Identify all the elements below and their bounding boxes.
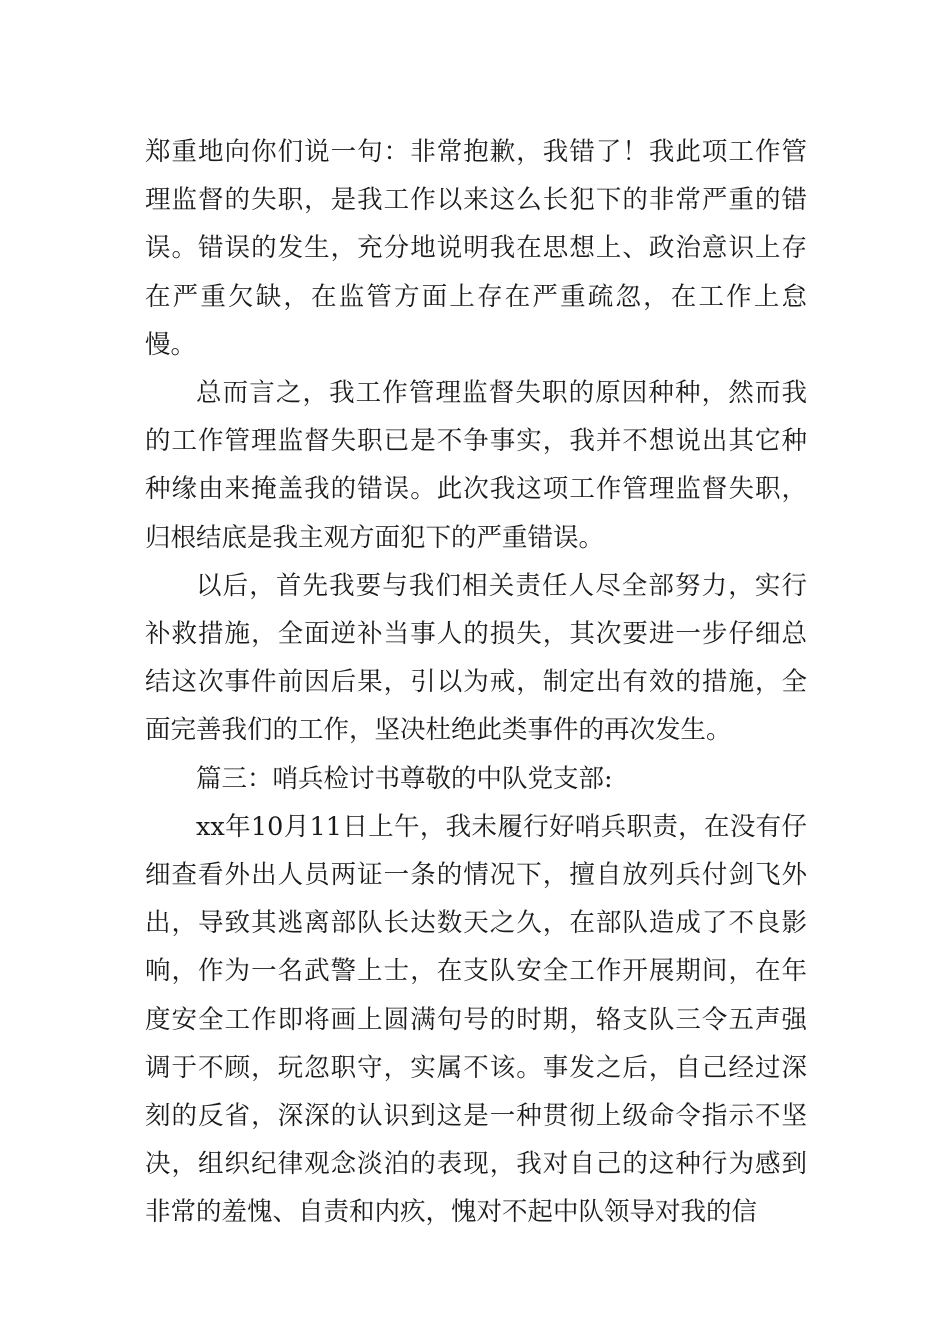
paragraph-sentry-incident: xx年10月11日上午，我未履行好哨兵职责，在没有仔细查看外出人员两证一条的情况下，擅自放列兵付剑飞外出，导致其逃离部队长达数天之久，在部队造成了不良影响，作为一名武警上士，在支队安全工作开展期间，在年度安全工作即将画上圆满句号的时期，辂支队三令五声强调于不顾，玩忽职守，实属不该。事发之后，自己经过深刻的反省，深深的认识到这是一种贯彻上级命令指示不坚决，组织纪律观念淡泊的表现，我对自己的这种行为感到非常的羞愧、自责和内疚，愧对不起中队领导对我的信 [145,811,807,1228]
paragraph-summary: 总而言之，我工作管理监督失职的原因种种，然而我的工作管理监督失职已是不争事实，我并不想说出其它种种缘由来掩盖我的错误。此次我这项工作管理监督失职，归根结底是我主观方面犯下的严重错误。 [145,378,807,553]
section-heading: 篇三：哨兵检讨书尊敬的中队党支部: [196,763,613,794]
document-body [145,128,807,1237]
paragraph-continuation: 郑重地向你们说一句：非常抱歉，我错了！我此项工作管理监督的失职，是我工作以来这么长犯下的非常严重的错误。错误的发生，充分地说明我在思想上、政治意识上存在严重欠缺，在监管方面上存在严重疏忽，在工作上怠慢。 [145,137,807,360]
paragraph-remedy: 以后，首先我要与我们相关责任人尽全部努力，实行补救措施，全面逆补当事人的损失，其次要进一步仔细总结这次事件前因后果，引以为戒，制定出有效的措施，全面完善我们的工作，坚决杜绝此类事件的再次发生。 [145,570,807,746]
